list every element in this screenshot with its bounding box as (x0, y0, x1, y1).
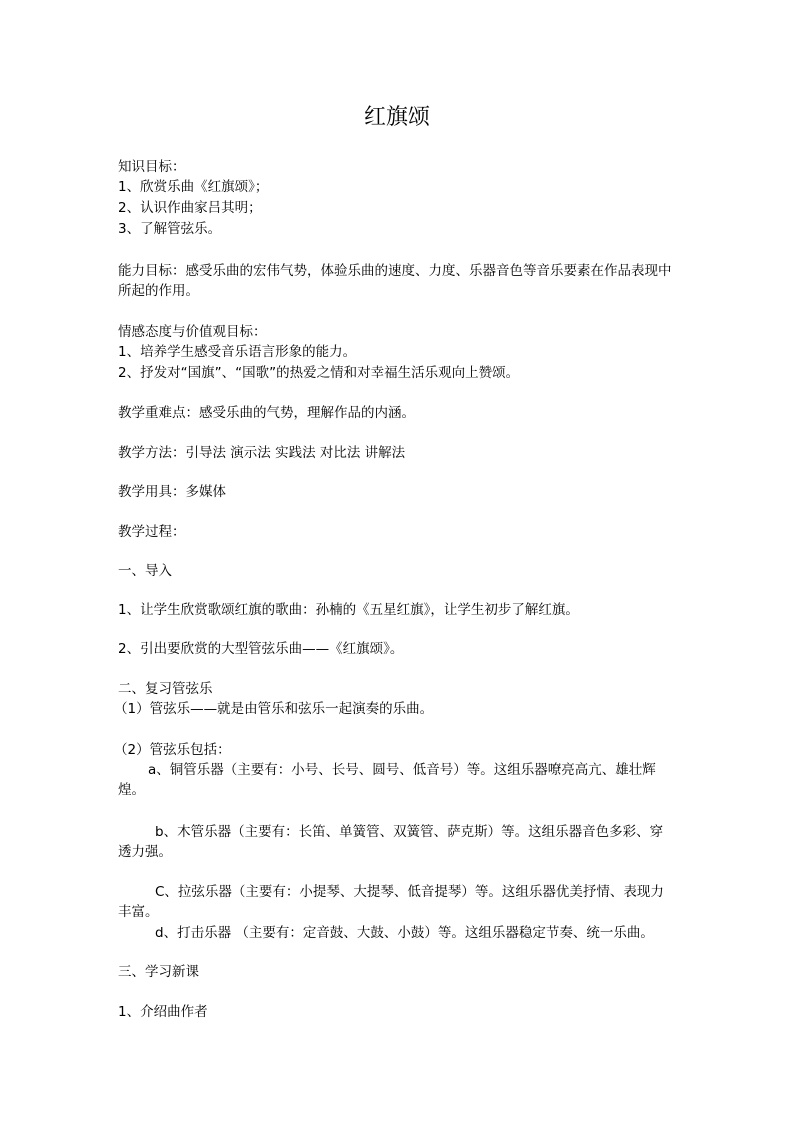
instrument-group-woodwind: b、木管乐器（主要有：长笛、单簧管、双簧管、萨克斯）等。这组乐器音色多彩、穿透力强。 (118, 824, 664, 860)
process-heading: 教学过程： (118, 524, 186, 540)
ability-goal: 能力目标：感受乐曲的宏伟气势，体验乐曲的速度、力度、乐器音色等音乐要素在作品表现中所起的作用。 (118, 263, 672, 299)
emotion-item: 1、培养学生感受音乐语言形象的能力。 (118, 344, 357, 360)
new-lesson-item: 1、介绍曲作者 (118, 1004, 208, 1020)
section-heading: 二、复习管弦乐 (118, 681, 213, 697)
key-points: 教学重难点：感受乐曲的气势，理解作品的内涵。 (118, 405, 415, 421)
intro-item: 2、引出要欣赏的大型管弦乐曲——《红旗颂》。 (118, 641, 404, 657)
orchestra-definition: （1）管弦乐——就是由管乐和弦乐一起演奏的乐曲。 (114, 701, 434, 717)
instrument-group-percussion: d、打击乐器 （主要有：定音鼓、大鼓、小鼓）等。这组乐器稳定节奏、统一乐曲。 (155, 925, 654, 941)
document-title: 红旗颂 (363, 105, 430, 130)
knowledge-item: 3、了解管弦乐。 (118, 221, 222, 237)
knowledge-item: 1、欣赏乐曲《红旗颂》； (118, 179, 269, 195)
knowledge-heading: 知识目标： (118, 159, 186, 175)
emotion-heading: 情感态度与价值观目标： (118, 324, 267, 340)
orchestra-includes: （2）管弦乐包括： (114, 742, 231, 758)
teaching-methods: 教学方法：引导法 演示法 实践法 对比法 讲解法 (118, 445, 406, 461)
section-heading: 一、导入 (118, 563, 172, 579)
section-heading: 三、学习新课 (118, 964, 199, 980)
knowledge-item: 2、认识作曲家吕其明； (118, 200, 262, 216)
teaching-tools: 教学用具：多媒体 (118, 484, 226, 500)
emotion-item: 2、抒发对“国旗”、“国歌”的热爱之情和对幸福生活乐观向上赞颂。 (118, 365, 520, 381)
instrument-group-strings: C、拉弦乐器（主要有：小提琴、大提琴、低音提琴）等。这组乐器优美抒情、表现力丰富。 (118, 884, 664, 920)
instrument-group-brass: a、铜管乐器（主要有：小号、长号、圆号、低音号）等。这组乐器嘹亮高亢、雄壮辉煌。 (118, 762, 656, 798)
intro-item: 1、让学生欣赏歌颂红旗的歌曲：孙楠的《五星红旗》，让学生初步了解红旗。 (118, 602, 579, 618)
